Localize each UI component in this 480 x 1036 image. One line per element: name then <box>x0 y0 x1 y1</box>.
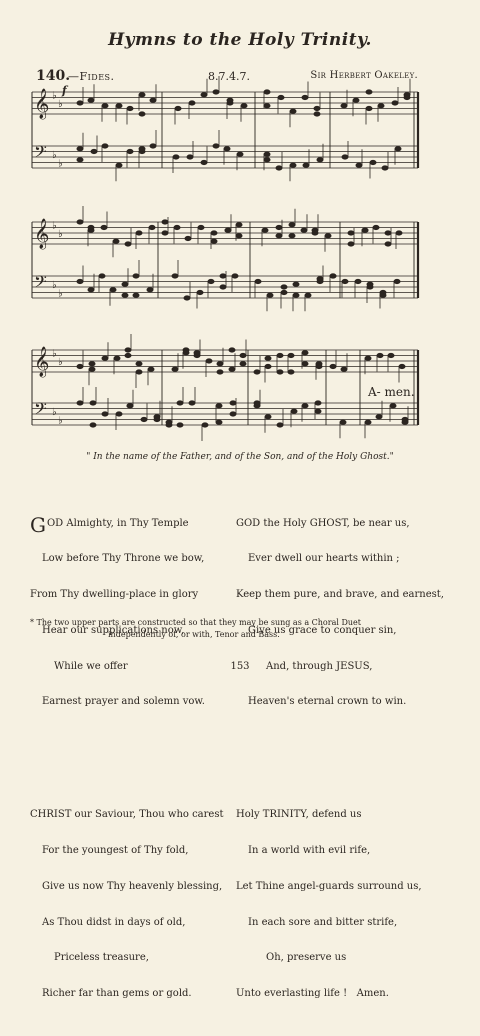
note-head <box>399 364 405 368</box>
note-head <box>278 95 284 99</box>
note-head <box>367 282 373 286</box>
note-head <box>366 90 372 94</box>
note-head <box>277 370 283 374</box>
note-head <box>382 166 388 170</box>
note-head <box>365 420 371 424</box>
note-head <box>378 104 384 108</box>
note-head <box>162 231 168 235</box>
note-head <box>77 147 83 151</box>
note-head <box>184 296 190 300</box>
note-head <box>149 225 155 229</box>
note-head <box>201 160 207 164</box>
note-head <box>325 234 331 238</box>
verse-line: Give us now Thy heavenly blessing, <box>42 880 223 892</box>
note-head <box>232 274 238 278</box>
note-head <box>220 274 226 278</box>
note-head <box>330 364 336 368</box>
note-head <box>90 423 96 427</box>
note-head <box>141 417 147 421</box>
note-head <box>89 367 95 371</box>
note-head <box>264 104 270 108</box>
treble-clef-icon: 𝄞 <box>34 346 50 377</box>
note-head <box>116 163 122 167</box>
note-head <box>77 220 83 224</box>
note-head <box>254 401 260 405</box>
note-head <box>303 163 309 167</box>
note-head <box>370 160 376 164</box>
note-head <box>348 231 354 235</box>
note-head <box>177 423 183 427</box>
note-head <box>175 106 181 110</box>
note-head <box>185 236 191 240</box>
note-head <box>255 279 261 283</box>
note-head <box>230 412 236 416</box>
note-head <box>265 356 271 360</box>
treble-clef-icon: 𝄞 <box>34 218 50 249</box>
footnote <box>30 617 460 641</box>
flat-icon: ♭ <box>58 158 63 170</box>
note-head <box>281 285 287 289</box>
verse-2 <box>30 786 224 1024</box>
flat-icon: ♭ <box>52 280 57 292</box>
note-head <box>208 279 214 283</box>
note-head <box>125 348 131 352</box>
note-head <box>211 231 217 235</box>
verse-line: Priceless treasure, <box>54 952 149 964</box>
verse-line: Oh, preserve us <box>266 952 347 964</box>
note-head <box>289 234 295 238</box>
verse-line: As Thou didst in days of old, <box>42 916 186 928</box>
verse-line: In each sore and bitter strife, <box>248 916 398 928</box>
note-head <box>276 166 282 170</box>
treble-clef-icon: 𝄞 <box>34 88 50 119</box>
note-head <box>264 158 270 162</box>
note-head <box>189 101 195 105</box>
note-head <box>317 277 323 281</box>
note-head <box>362 228 368 232</box>
note-head <box>139 112 145 116</box>
verse-line: OD Almighty, in Thy Temple <box>46 517 189 529</box>
note-head <box>366 106 372 110</box>
flat-icon: ♭ <box>58 228 63 240</box>
note-head <box>315 409 321 413</box>
note-head <box>136 362 142 366</box>
hymn-tune-name: —Fides. <box>68 70 115 83</box>
note-head <box>77 364 83 368</box>
note-head <box>330 274 336 278</box>
note-head <box>194 351 200 355</box>
note-head <box>150 144 156 148</box>
note-head <box>225 228 231 232</box>
drop-cap: G <box>30 512 46 537</box>
note-head <box>341 104 347 108</box>
note-head <box>206 359 212 363</box>
note-head <box>99 274 105 278</box>
flat-icon: ♭ <box>52 348 57 360</box>
note-head <box>348 242 354 246</box>
note-head <box>356 163 362 167</box>
note-head <box>290 163 296 167</box>
note-head <box>396 231 402 235</box>
note-head <box>388 353 394 357</box>
note-head <box>340 420 346 424</box>
note-head <box>288 370 294 374</box>
verse-line: Holy TRINITY, defend us <box>236 809 362 821</box>
verse-line: In a world with evil rife, <box>248 845 371 857</box>
note-head <box>189 401 195 405</box>
note-head <box>380 293 386 297</box>
note-head <box>127 149 133 153</box>
note-head <box>166 423 172 427</box>
note-head <box>314 106 320 110</box>
flat-icon: ♭ <box>52 150 57 162</box>
note-head <box>150 98 156 102</box>
note-head <box>102 412 108 416</box>
scripture-caption: " In the name of the Father, and of the Son, and of the Holy Ghost." <box>86 452 394 462</box>
note-head <box>365 356 371 360</box>
verse-line: Unto everlasting life ! Amen. <box>236 987 389 999</box>
note-head <box>139 93 145 97</box>
note-head <box>183 348 189 352</box>
verse-line: Richer far than gems or gold. <box>42 987 192 999</box>
page-number: 153 <box>230 661 250 672</box>
note-head <box>101 225 107 229</box>
verse-line: Ever dwell our hearts within ; <box>248 553 400 565</box>
note-head <box>227 98 233 102</box>
note-head <box>136 231 142 235</box>
note-head <box>197 290 203 294</box>
note-head <box>113 239 119 243</box>
bass-clef-icon: 𝄢 <box>34 141 47 166</box>
verse-line: From Thy dwelling-place in glory <box>30 589 199 601</box>
note-head <box>216 404 222 408</box>
note-head <box>116 104 122 108</box>
note-head <box>88 98 94 102</box>
note-head <box>236 234 242 238</box>
note-head <box>290 109 296 113</box>
note-head <box>110 288 116 292</box>
note-head <box>254 370 260 374</box>
note-head <box>302 362 308 366</box>
footnote-line: independently of, or with, Tenor and Bass. <box>108 630 280 639</box>
note-head <box>293 282 299 286</box>
note-head <box>213 90 219 94</box>
note-head <box>88 225 94 229</box>
note-head <box>288 353 294 357</box>
note-head <box>122 282 128 286</box>
note-head <box>264 90 270 94</box>
note-head <box>402 417 408 421</box>
verse-line: Keep them pure, and brave, and earnest, <box>236 589 444 601</box>
note-head <box>229 348 235 352</box>
note-head <box>264 152 270 156</box>
note-head <box>217 362 223 366</box>
note-head <box>125 353 131 357</box>
note-head <box>342 155 348 159</box>
verse-line: Let Thine angel-guards surround us, <box>236 880 422 892</box>
note-head <box>277 423 283 427</box>
note-head <box>77 279 83 283</box>
note-head <box>390 404 396 408</box>
flat-icon: ♭ <box>52 220 57 232</box>
note-head <box>133 293 139 297</box>
note-head <box>276 225 282 229</box>
note-head <box>177 401 183 405</box>
note-head <box>77 158 83 162</box>
note-head <box>276 234 282 238</box>
note-head <box>217 370 223 374</box>
verse-line: Heaven's eternal crown to win. <box>248 696 407 708</box>
note-head <box>174 225 180 229</box>
verse-column-left <box>30 470 224 1036</box>
note-head <box>173 155 179 159</box>
note-head <box>302 95 308 99</box>
note-head <box>342 279 348 283</box>
note-head <box>237 152 243 156</box>
note-head <box>301 228 307 232</box>
note-head <box>114 356 120 360</box>
hymn-meter: 8.7.4.7. <box>208 70 250 83</box>
note-head <box>102 356 108 360</box>
note-head <box>148 367 154 371</box>
verse-line: Earnest prayer and solemn vow. <box>42 696 205 708</box>
note-head <box>230 401 236 405</box>
note-head <box>262 228 268 232</box>
note-head <box>395 147 401 151</box>
note-head <box>122 293 128 297</box>
bass-clef-icon: 𝄢 <box>34 271 47 296</box>
note-head <box>102 104 108 108</box>
note-head <box>133 274 139 278</box>
note-head <box>229 367 235 371</box>
note-head <box>281 290 287 294</box>
dynamic-marking: f <box>62 84 67 97</box>
flat-icon: ♭ <box>52 407 57 419</box>
note-head <box>162 220 168 224</box>
note-head <box>302 404 308 408</box>
flat-icon: ♭ <box>52 90 57 102</box>
note-head <box>127 404 133 408</box>
note-head <box>302 351 308 355</box>
note-head <box>265 364 271 368</box>
note-head <box>139 147 145 151</box>
note-head <box>236 223 242 227</box>
note-head <box>265 415 271 419</box>
hymn-composer: Sir Herbert Oakeley. <box>310 70 418 81</box>
note-head <box>116 412 122 416</box>
verse-1 <box>30 494 224 732</box>
note-head <box>198 225 204 229</box>
note-head <box>385 231 391 235</box>
note-head <box>314 112 320 116</box>
note-head <box>127 106 133 110</box>
note-head <box>102 144 108 148</box>
verse-column-right <box>236 470 444 1036</box>
note-head <box>172 367 178 371</box>
note-head <box>216 420 222 424</box>
flat-icon: ♭ <box>58 98 63 110</box>
note-head <box>187 155 193 159</box>
note-head <box>404 95 410 99</box>
note-head <box>267 293 273 297</box>
verse-line: For the youngest of Thy fold, <box>42 845 189 857</box>
note-head <box>316 364 322 368</box>
note-head <box>291 409 297 413</box>
note-head <box>376 415 382 419</box>
note-head <box>305 293 311 297</box>
note-head <box>77 101 83 105</box>
note-head <box>317 158 323 162</box>
verse-line: While we offer <box>54 660 128 672</box>
bass-clef-icon: 𝄢 <box>34 398 47 423</box>
hymn-number: 140. <box>36 68 71 84</box>
note-head <box>341 367 347 371</box>
note-head <box>88 288 94 292</box>
verse-line: Low before Thy Throne we bow, <box>42 553 205 565</box>
note-head <box>394 279 400 283</box>
flat-icon: ♭ <box>58 356 63 368</box>
note-head <box>315 401 321 405</box>
note-head <box>213 144 219 148</box>
note-head <box>241 104 247 108</box>
verse-3 <box>236 494 444 732</box>
verse-line: Give us grace to conquer sin, <box>248 624 397 636</box>
verse-line: Hear our supplications now, <box>42 624 185 636</box>
note-head <box>289 223 295 227</box>
note-head <box>385 242 391 246</box>
note-head <box>293 293 299 297</box>
flat-icon: ♭ <box>58 288 63 300</box>
note-head <box>202 423 208 427</box>
page-heading: Hymns to the Holy Trinity. <box>108 30 372 50</box>
note-head <box>172 274 178 278</box>
note-head <box>77 401 83 405</box>
note-head <box>240 362 246 366</box>
note-head <box>224 147 230 151</box>
verse-4 <box>236 786 444 1024</box>
note-head <box>154 417 160 421</box>
note-head <box>240 353 246 357</box>
note-head <box>136 370 142 374</box>
note-head <box>220 285 226 289</box>
note-head <box>211 239 217 243</box>
verse-line: GOD the Holy GHOST, be near us, <box>236 517 410 529</box>
note-head <box>377 353 383 357</box>
note-head <box>201 93 207 97</box>
note-head <box>353 98 359 102</box>
note-head <box>355 279 361 283</box>
note-head <box>89 362 95 366</box>
note-head <box>392 101 398 105</box>
note-head <box>90 401 96 405</box>
verse-line: And, through JESUS, <box>266 660 373 672</box>
note-head <box>312 231 318 235</box>
note-head <box>125 242 131 246</box>
note-head <box>277 353 283 357</box>
note-head <box>373 225 379 229</box>
amen-lyric: A- men. <box>368 385 415 399</box>
footnote-line: * The two upper parts are constructed so that they may be sung as a Choral Duet <box>30 618 361 627</box>
verse-line: CHRIST our Saviour, Thou who carest <box>30 809 224 821</box>
note-head <box>147 288 153 292</box>
note-head <box>91 149 97 153</box>
flat-icon: ♭ <box>58 415 63 427</box>
